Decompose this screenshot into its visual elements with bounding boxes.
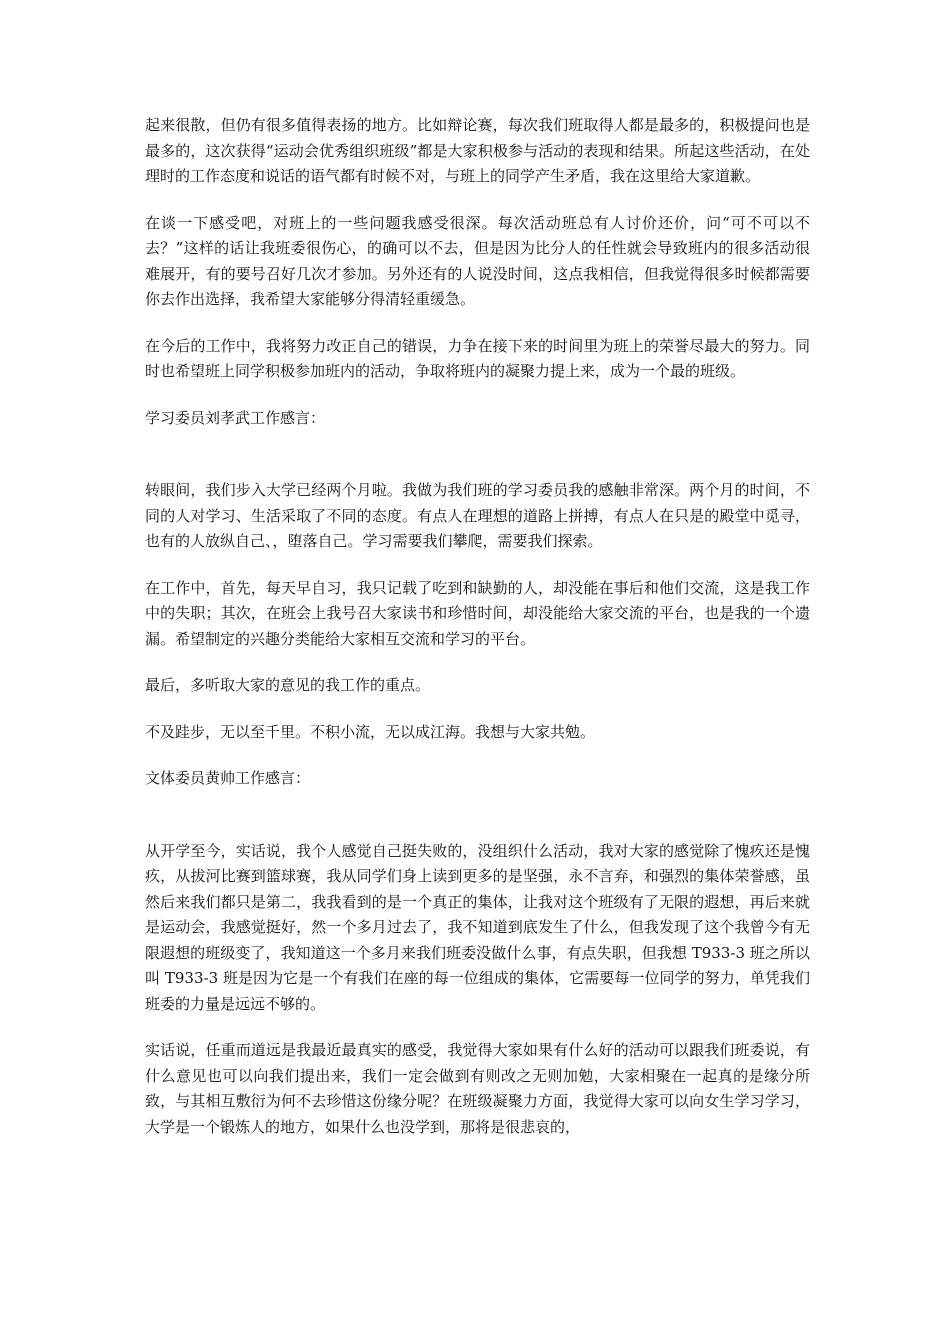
paragraph-feelings: 在谈一下感受吧，对班上的一些问题我感受很深。每次活动班总有人讨价还价，问“可不可以不去？”这样的话让我班委很伤心，的确可以不去，但是因为比分人的任性就会导致班内的很多活动很难展开，有的要号召好几次才参加。另外还有的人说没时间，这点我相信，但我觉得很多时候都需要你去作出选择，我希望大家能够分得清轻重缓急。 <box>145 213 810 308</box>
heading-sports-committee: 文体委员黄帅工作感言： <box>145 769 311 787</box>
paragraph-long-road: 实话说，任重而道远是我最近最真实的感受，我觉得大家如果有什么好的活动可以跟我们班委说，有什么意见也可以向我们提出来，我们一定会做到有则改之无则加勉，大家相聚在一起真的是缘分所致，与其相互敷衍为何不去珍惜这份缘分呢？在班级凝聚力方面，我觉得大家可以向女生学习学习，大学是一个锻炼人的地方，如果什么也没学到，那将是很悲哀的， <box>145 1041 810 1136</box>
paragraph-future-work: 在今后的工作中，我将努力改正自己的错误，力争在接下来的时间里为班上的荣誉尽最大的努力。同时也希望班上同学积极参加班内的活动，争取将班内的凝聚力提上来，成为一个最的班级。 <box>145 336 810 380</box>
paragraph-proverb: 不及跬步，无以至千里。不积小流，无以成江海。我想与大家共勉。 <box>145 722 596 741</box>
paragraph-work-review: 在工作中，首先，每天早自习，我只记载了吃到和缺勤的人，却没能在事后和他们交流，这是我工作中的失职；其次，在班会上我号召大家读书和珍惜时间，却没能给大家交流的平台，也是我的一个遗漏。希望制定的兴趣分类能给大家相互交流和学习的平台。 <box>145 578 810 648</box>
heading-study-committee: 学习委员刘孝武工作感言： <box>145 408 326 427</box>
document-body <box>145 113 810 1161</box>
paragraph-finally: 最后，多听取大家的意见的我工作的重点。 <box>145 676 431 694</box>
paragraph-two-months: 转眼间，我们步入大学已经两个月啦。我做为我们班的学习委员我的感触非常深。两个月的时间，不同的人对学习、生活采取了不同的态度。有点人在理想的道路上拼搏，有点人在只是的殿堂中觅寻，也有的人放纵自己、，堕落自己。学习需要我们攀爬，需要我们探索。 <box>145 481 810 550</box>
paragraph-class-activities: 起来很散，但仍有很多值得表扬的地方。比如辩论赛，每次我们班取得人都是最多的，积极提问也是最多的，这次获得“运动会优秀组织班级”都是大家积极参与活动的表现和结果。所起这些活动，在处理时的工作态度和说话的语气都有时候不对，与班上的同学产生矛盾，我在这里给大家道歉。 <box>145 116 810 185</box>
paragraph-since-start: 从开学至今，实话说，我个人感觉自己挺失败的，没组织什么活动，我对大家的感觉除了愧疚还是愧疚，从拔河比赛到篮球赛，我从同学们身上读到更多的是坚强，永不言弃，和强烈的集体荣誉感，虽然后来我们都只是第二，我我看到的是一个真正的集体，让我对这个班级有了无限的遐想，再后来就是运动会，我感觉挺好，然一个多月过去了，我不知道到底发生了什么，但我发现了这个我曾今有无限遐想的班级变了，我知道这一个多月来我们班委没做什么事，有点失职，但我想 T933-3 班之所以叫 T933-3 班是因为它是一个有我们在座的每一位组成的集体，它需要每一位同学的努力，单凭我们班委的力量是远远不够的。 <box>145 841 810 1013</box>
